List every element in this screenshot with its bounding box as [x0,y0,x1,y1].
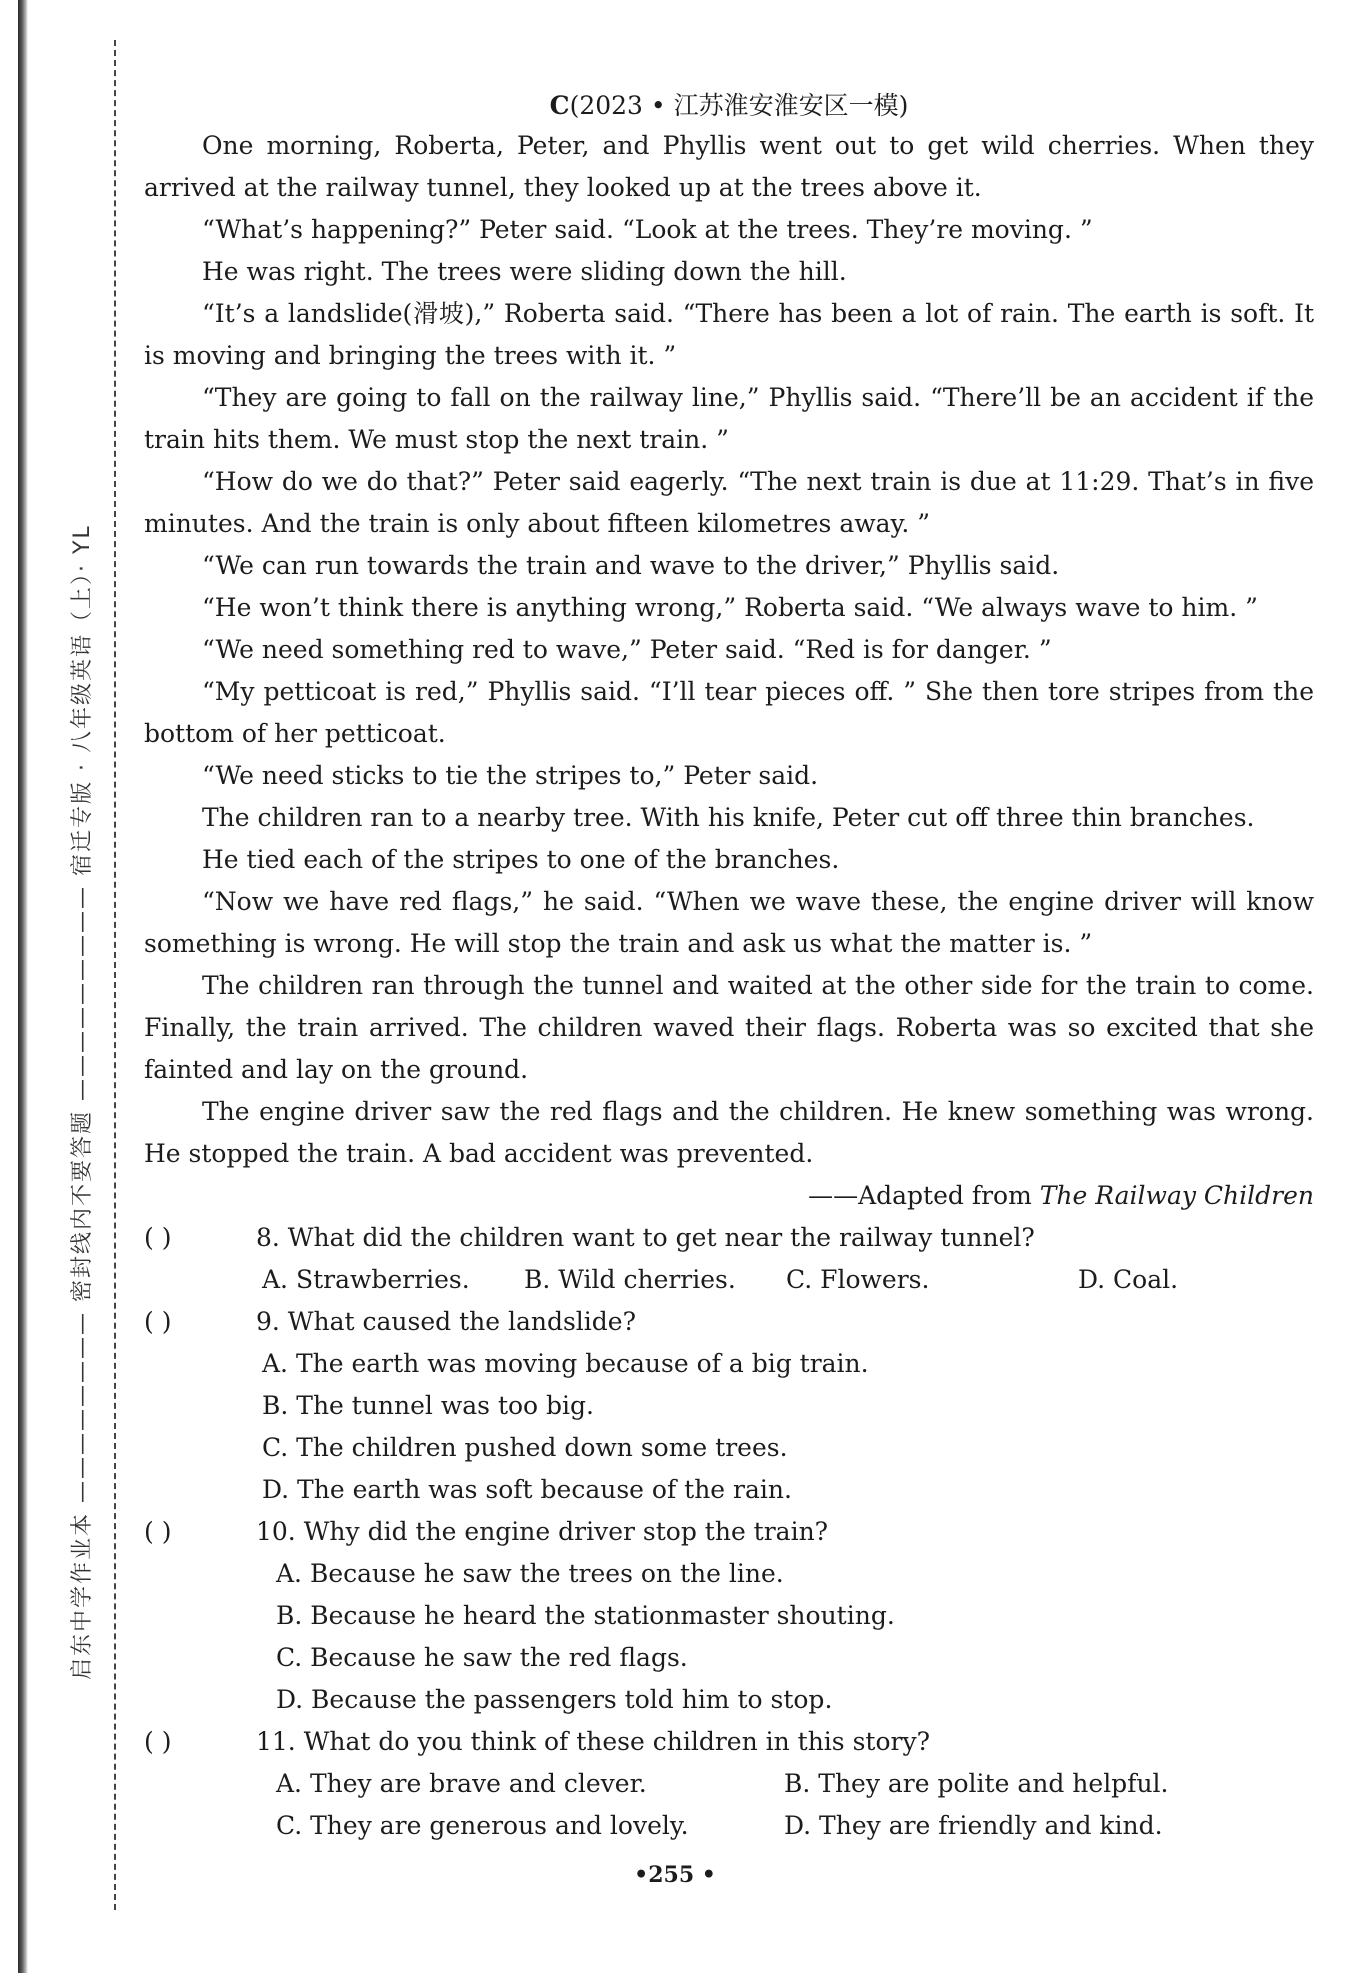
question-stem: 10. Why did the engine driver stop the train? [256,1517,829,1546]
question-8 [144,1217,1314,1301]
option-d[interactable]: D. Because the passengers told him to stop. [276,1685,833,1714]
question-10 [144,1511,1314,1721]
option-a[interactable]: A. Strawberries. [262,1265,470,1294]
main-content [144,85,1314,1847]
options [262,1259,1314,1301]
passage-paragraph: The children ran through the tunnel and waited at the other side for the train to come. Finally, the train arrived. The children waved their flags. Roberta was so excited that she fainted and lay on the ground. [144,971,1314,1084]
passage-paragraph: “We need sticks to tie the stripes to,” Peter said. [202,761,819,790]
option-b[interactable]: B. Wild cherries. [524,1265,736,1294]
passage-paragraph: “We need something red to wave,” Peter said. “Red is for danger. ” [202,635,1052,664]
passage-paragraph: He tied each of the stripes to one of the branches. [202,845,840,874]
passage-paragraph: “What’s happening?” Peter said. “Look at the trees. They’re moving. ” [202,215,1093,244]
question-11 [144,1721,1314,1847]
question-stem: 11. What do you think of these children in this story? [256,1727,930,1756]
section-letter: C [549,91,570,120]
passage-paragraph: “It’s a landslide(滑坡),” Roberta said. “There has been a lot of rain. The earth is soft. It is moving and bringing the trees with it. ” [144,299,1314,370]
passage-paragraph: “They are going to fall on the railway line,” Phyllis said. “There’ll be an accident if the train hits them. We must stop the next train. ” [144,383,1314,454]
source-citation [144,1175,1314,1217]
section-source: (2023 • 江苏淮安淮安区一模) [569,91,909,120]
passage-paragraph: He was right. The trees were sliding down the hill. [202,257,847,286]
side-margin-text [60,120,100,1680]
page-number: •255 • [634,1862,716,1888]
option-b[interactable]: B. Because he heard the stationmaster shouting. [276,1601,895,1630]
options-row-1 [276,1763,1314,1805]
option-c[interactable]: C. They are generous and lovely. [276,1811,689,1840]
option-a[interactable]: A. They are brave and clever. [276,1769,647,1798]
option-d[interactable]: D. The earth was soft because of the rain. [262,1475,792,1504]
option-b[interactable]: B. The tunnel was too big. [262,1391,594,1420]
answer-blank[interactable]: ( ) [144,1307,172,1336]
option-c[interactable]: C. Because he saw the red flags. [276,1643,688,1672]
option-d[interactable]: D. Coal. [1078,1265,1179,1294]
option-b[interactable]: B. They are polite and helpful. [784,1769,1169,1798]
passage-paragraph: “We can run towards the train and wave to the driver,” Phyllis said. [202,551,1060,580]
passage-paragraph: The engine driver saw the red flags and the children. He knew something was wrong. He stopped the train. A bad accident was prevented. [144,1097,1314,1168]
answer-blank[interactable]: ( ) [144,1223,172,1252]
passage-paragraph: “How do we do that?” Peter said eagerly. “The next train is due at 11:29. That’s in five minutes. And the train is only about fifteen kilometres away. ” [144,467,1314,538]
question-stem: 9. What caused the landslide? [256,1307,636,1336]
side-upper-text: 启东中学作业本 ———————— 密封线内不要答题 ————————— 宿迁专版 · 八年级英语（上）· YL [70,524,95,1680]
passage-paragraph: One morning, Roberta, Peter, and Phyllis went out to get wild cherries. When they arrived at the railway tunnel, they looked up at the trees above it. [144,131,1314,202]
option-c[interactable]: C. The children pushed down some trees. [262,1433,788,1462]
passage-paragraph: “He won’t think there is anything wrong,” Roberta said. “We always wave to him. ” [202,593,1258,622]
option-a[interactable]: A. Because he saw the trees on the line. [276,1559,784,1588]
section-header [144,85,1314,125]
passage [144,125,1314,1175]
option-c[interactable]: C. Flowers. [786,1265,930,1294]
binding-edge [18,0,28,1973]
question-stem: 8. What did the children want to get near the railway tunnel? [256,1223,1035,1252]
question-9 [144,1301,1314,1511]
source-title: The Railway Children [1039,1181,1314,1210]
answer-blank[interactable]: ( ) [144,1517,172,1546]
passage-paragraph: The children ran to a nearby tree. With his knife, Peter cut off three thin branches. [202,803,1255,832]
source-prefix: ——Adapted from [808,1181,1040,1210]
answer-blank[interactable]: ( ) [144,1727,172,1756]
passage-paragraph: “Now we have red flags,” he said. “When we wave these, the engine driver will know something is wrong. He will stop the train and ask us what the matter is. ” [144,887,1314,958]
option-a[interactable]: A. The earth was moving because of a big train. [262,1349,869,1378]
seal-dashed-line [114,40,116,1910]
option-d[interactable]: D. They are friendly and kind. [784,1811,1163,1840]
passage-paragraph: “My petticoat is red,” Phyllis said. “I’ll tear pieces off. ” She then tore stripes from the bottom of her petticoat. [144,677,1314,748]
options-row-2 [276,1805,1314,1847]
